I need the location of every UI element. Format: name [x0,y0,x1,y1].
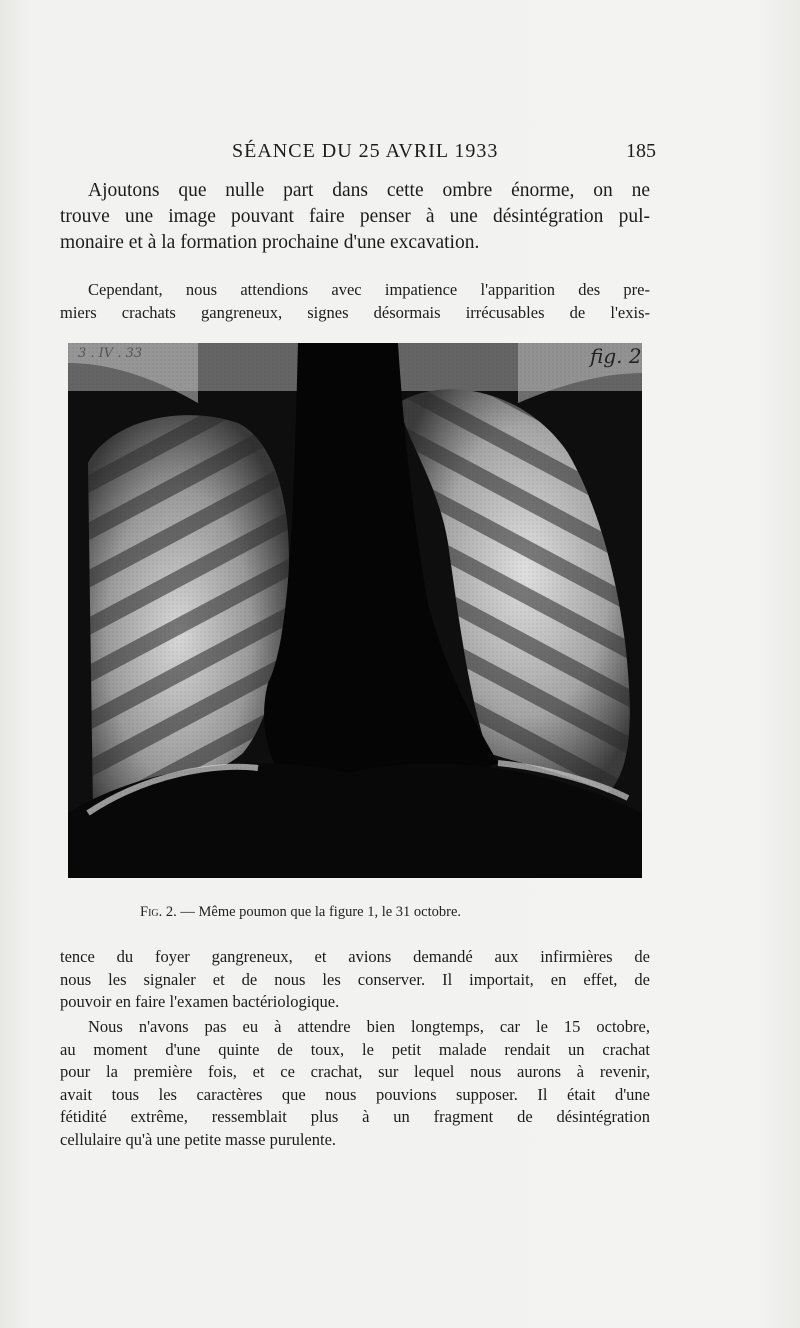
text-line: Nous n'avons pas eu à attendre bien longtemps, car le 15 octobre, [88,1017,650,1036]
text-line: Ajoutons que nulle part dans cette ombre énorme, on ne [88,180,650,201]
running-header [232,136,656,166]
paragraph-4 [60,1016,650,1151]
text-line: avait tous les caractères que nous pouvions supposer. Il était d'une [60,1084,650,1104]
text-line: monaire et à la formation prochaine d'une excavation. [60,232,480,253]
figure-caption [140,904,580,921]
text-line: cellulaire qu'à une petite masse purulente. [60,1129,337,1149]
chest-xray-image [68,343,642,878]
handwritten-annotation-left: 3 . IV . 33 [78,346,143,361]
running-title: SÉANCE DU 25 AVRIL 1933 [232,140,499,162]
text-line: pouvoir en faire l'examen bactériologique. [60,992,340,1011]
text-line: au moment d'une quinte de toux, le petit malade rendait un crachat [60,1039,650,1059]
paragraph-2 [60,278,650,324]
text-line: trouve une image pouvant faire penser à une désintégration pul- [60,206,650,227]
figure-label: Fig. 2. [140,904,177,920]
handwritten-annotation-right: fig. 2 [590,344,642,368]
text-line: tence du foyer gangreneux, et avions demandé aux infirmières de [60,947,650,966]
page-number: 185 [626,140,656,162]
text-line: nous les signaler et de nous les conserver. Il importait, en effet, de [60,969,650,989]
text-line: Cependant, nous attendions avec impatience l'apparition des pre- [88,280,650,299]
text-line: pour la première fois, et ce crachat, sur lequel nous aurons à revenir, [60,1062,650,1081]
xray-illustration [68,343,642,878]
paragraph-3 [60,946,650,1014]
figure-caption-text: — Même poumon que la figure 1, le 31 octobre. [180,904,462,920]
paragraph-1 [60,178,650,256]
text-line: miers crachats gangreneux, signes désormais irrécusables de l'exis- [60,303,650,322]
text-line: fétidité extrême, ressemblait plus à un fragment de désintégration [60,1107,650,1126]
